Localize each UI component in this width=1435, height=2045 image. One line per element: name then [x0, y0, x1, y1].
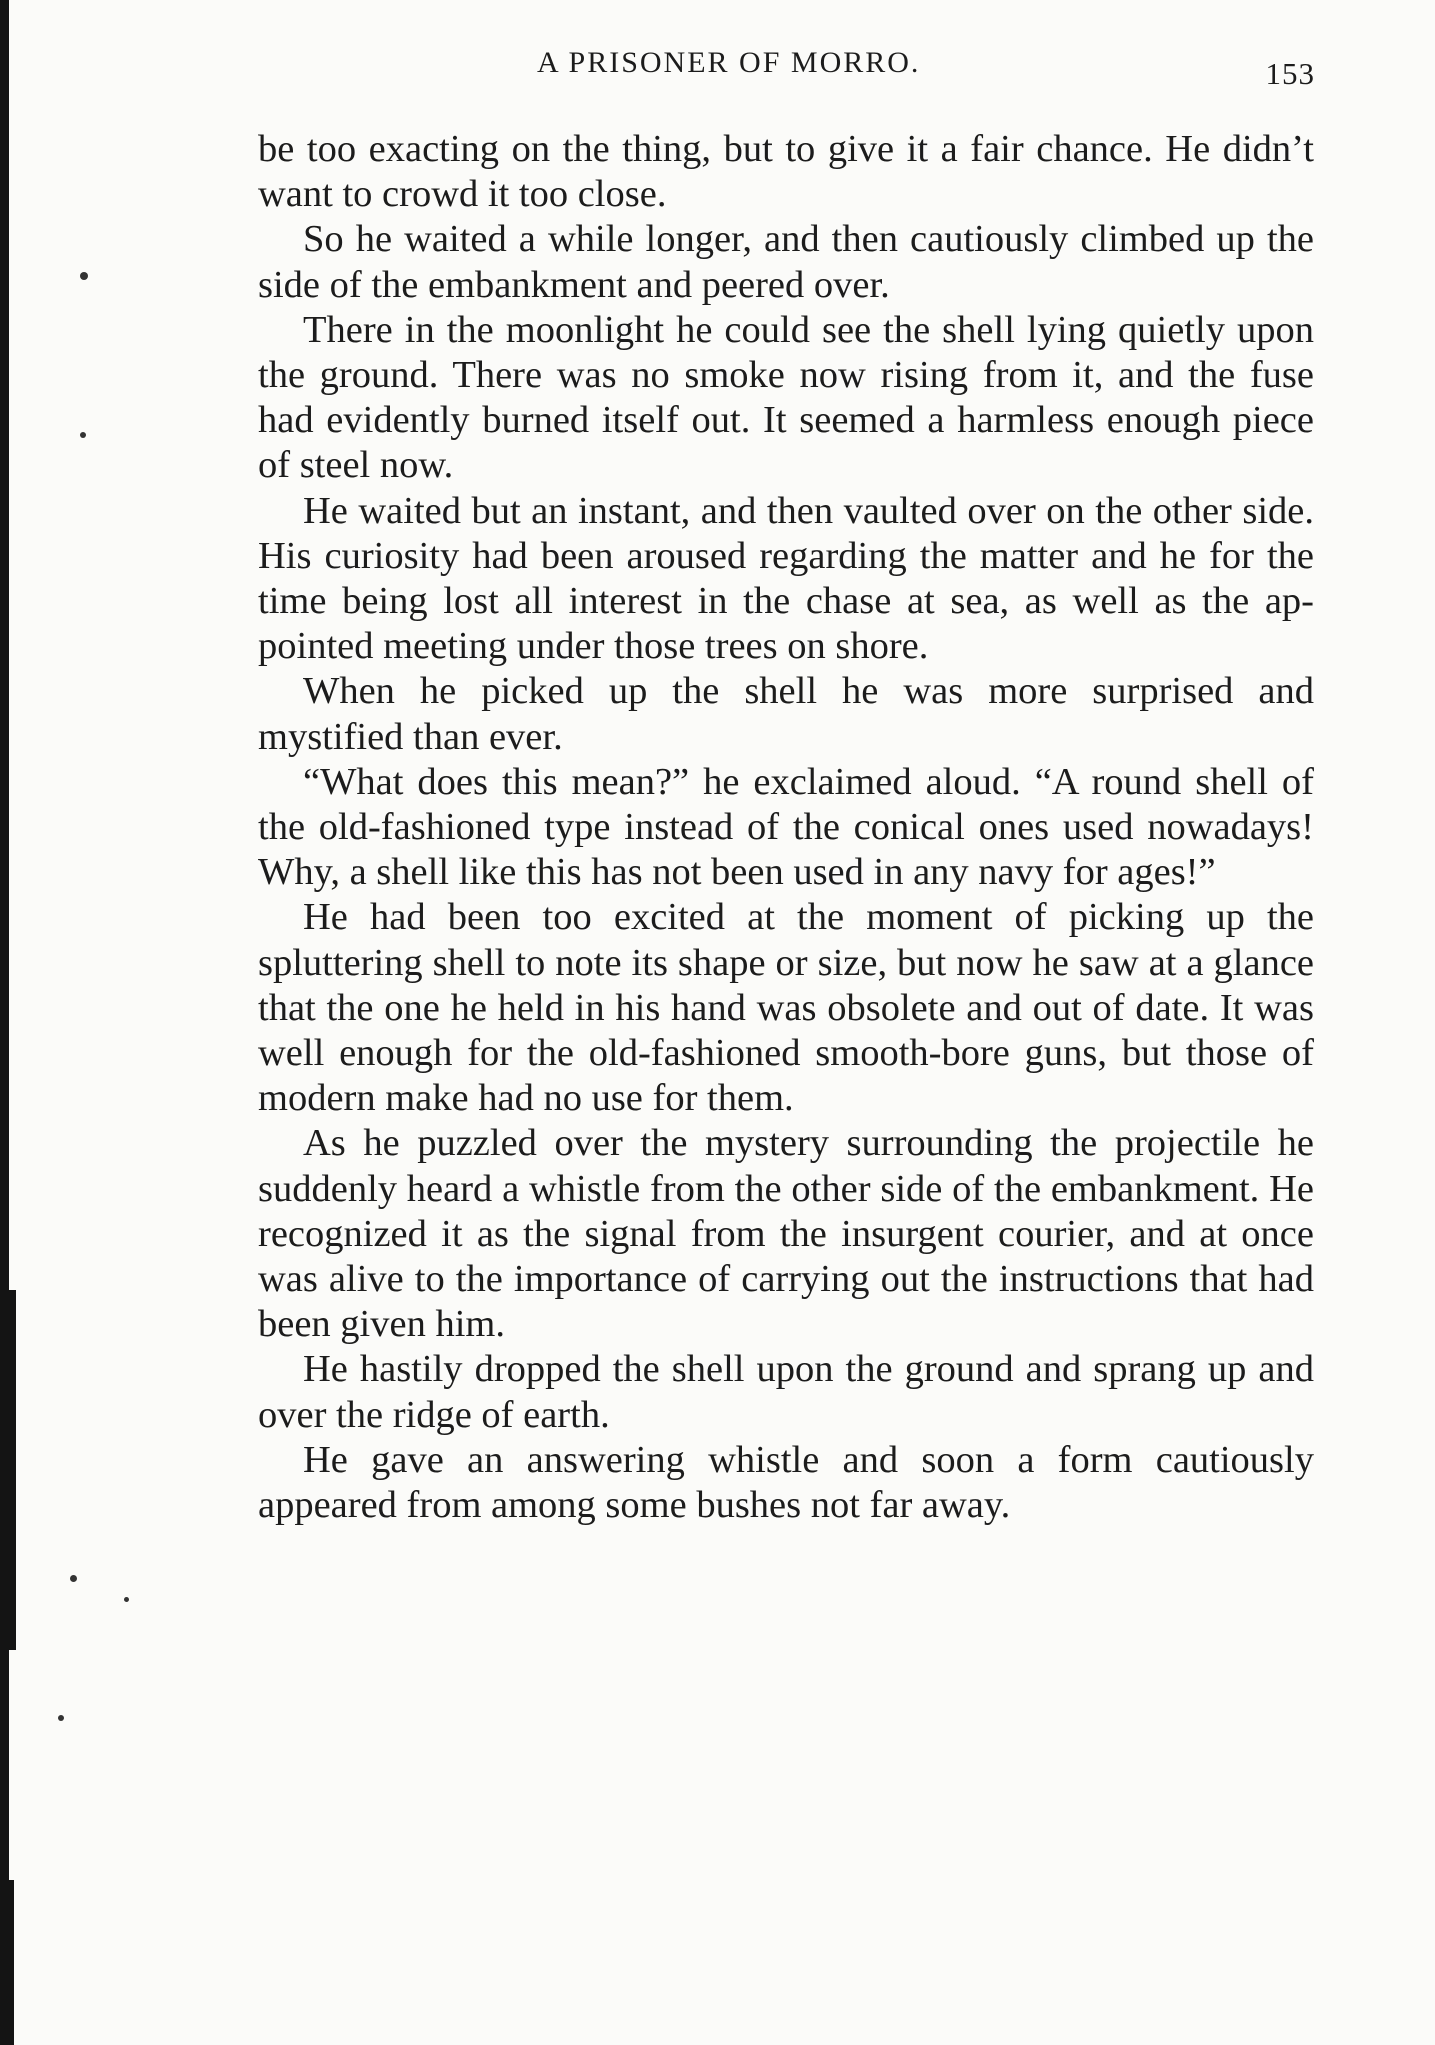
- paragraph: So he waited a while longer, and then cautiously climbed up the side of the embankment and peered over.: [258, 218, 1314, 306]
- binding-edge-shadow: [0, 1290, 16, 1650]
- ink-speck: [80, 432, 86, 438]
- paragraph: He waited but an instant, and then vaulted over on the other side. His curiosity had been aroused regarding the matter and he for the time being lost all interest in the chase at sea, as well as the appointed meeting under those trees on shore.: [258, 489, 1314, 668]
- paragraph: He gave an answering whistle and soon a form cautiously appeared from among some bushes not far away.: [258, 1438, 1314, 1527]
- running-title: A PRISONER OF MORRO.: [537, 46, 921, 79]
- ink-speck: [124, 1597, 129, 1602]
- paragraph: “What does this mean?” he exclaimed aloud. “A round shell of the old-fashioned type instead of the conical ones used nowadays! Why, a shell like this has not been used in any navy for ages!”: [258, 760, 1314, 894]
- ink-speck: [70, 1575, 77, 1582]
- paragraph: He hastily dropped the shell upon the ground and sprang up and over the ridge of earth.: [258, 1348, 1314, 1436]
- paragraph: be too exacting on the thing, but to give it a fair chance. He didn’t want to crowd it too close.: [258, 128, 1314, 216]
- page-number: 153: [1265, 56, 1315, 91]
- ink-speck: [58, 1715, 64, 1721]
- running-head: [255, 46, 1315, 96]
- binding-edge: [0, 0, 9, 2045]
- body-text: [258, 127, 1314, 1528]
- ink-speck: [80, 272, 88, 280]
- paragraph: There in the moonlight he could see the shell lying quietly upon the ground. There was no smoke now rising from it, and the fuse had evidently burned itself out. It seemed a harmless enough piece of steel now.: [258, 308, 1314, 487]
- paragraph: When he picked up the shell he was more surprised and mystified than ever.: [258, 670, 1314, 758]
- binding-edge-shadow: [0, 1880, 14, 2045]
- paragraph: He had been too excited at the moment of picking up the spluttering shell to note its shape or size, but now he saw at a glance that the one he held in his hand was obsolete and out of date. It was well enough for the old-fashioned smooth-bore guns, but those of modern make had no use for them.: [258, 896, 1314, 1120]
- paragraph: As he puzzled over the mystery surrounding the projectile he suddenly heard a whistle from the other side of the embankment. He recognized it as the signal from the insurgent courier, and at once was alive to the importance of carrying out the instructions that had been given him.: [258, 1122, 1314, 1346]
